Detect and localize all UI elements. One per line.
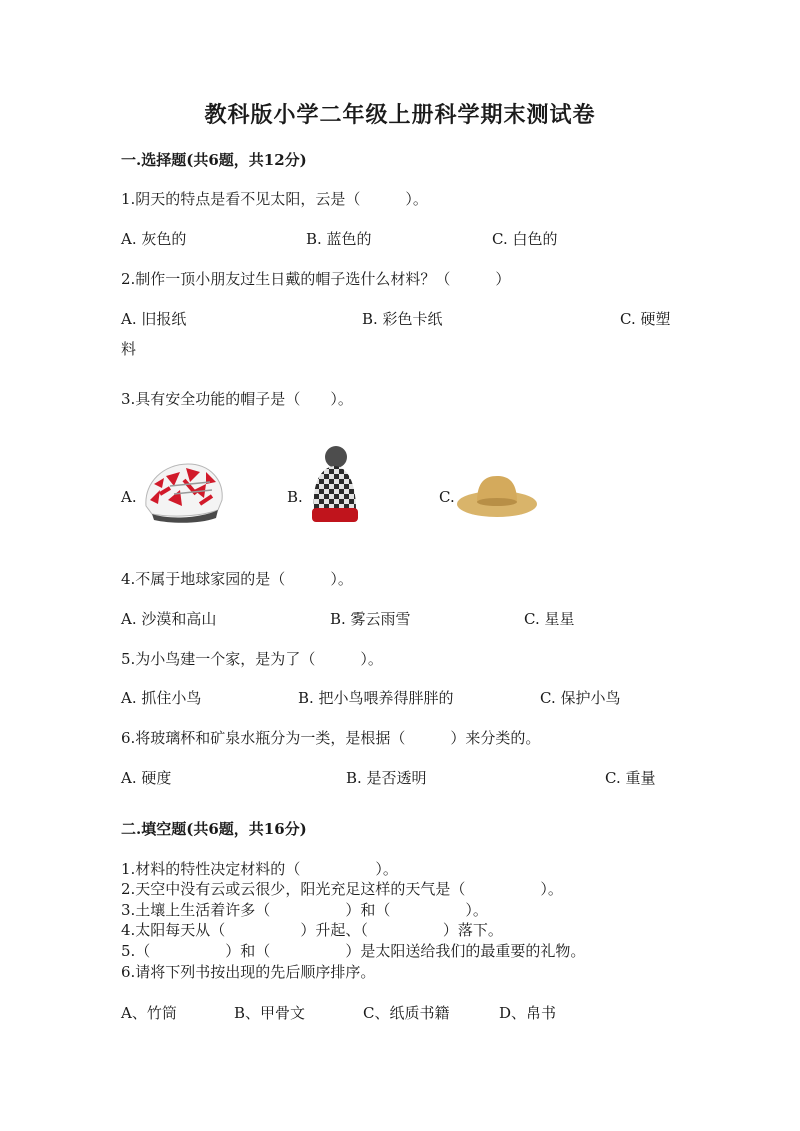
- bike-helmet-image: [140, 460, 228, 526]
- fill-line-5: 5.（ ）和（ ）是太阳送给我们的最重要的礼物。: [121, 942, 586, 960]
- q5-option-c: C. 保护小鸟: [540, 689, 621, 707]
- q2-option-b: B. 彩色卡纸: [362, 310, 443, 328]
- fill-line-1: 1.材料的特性决定材料的（ ）。: [121, 860, 398, 878]
- fill-line-3: 3.土壤上生活着许多（ ）和（ ）。: [121, 901, 488, 919]
- book-option-b: B、甲骨文: [234, 1004, 306, 1022]
- question-3: 3.具有安全功能的帽子是（ ）。: [121, 390, 353, 408]
- fill-line-4: 4.太阳每天从（ ）升起、（ ）落下。: [121, 921, 503, 939]
- q2-option-c-wrap: 料: [121, 340, 137, 358]
- question-1: 1.阴天的特点是看不见太阳，云是（ ）。: [121, 190, 428, 208]
- section-2-heading: 二.填空题(共6题，共16分): [121, 820, 307, 838]
- q4-option-a: A. 沙漠和高山: [121, 610, 217, 628]
- q3-option-a: A.: [121, 488, 137, 506]
- question-2: 2.制作一顶小朋友过生日戴的帽子选什么材料？（ ）: [121, 270, 511, 288]
- fill-line-6: 6.请将下列书按出现的先后顺序排序。: [121, 963, 376, 981]
- q5-option-b: B. 把小鸟喂养得胖胖的: [298, 689, 454, 707]
- q5-option-a: A. 抓住小鸟: [121, 689, 202, 707]
- straw-hat-image: [455, 472, 539, 520]
- question-5: 5.为小鸟建一个家，是为了（ ）。: [121, 650, 383, 668]
- q3-option-c: C.: [439, 488, 455, 506]
- q1-option-b: B. 蓝色的: [306, 230, 372, 248]
- book-option-c: C、纸质书籍: [363, 1004, 450, 1022]
- q4-option-c: C. 星星: [524, 610, 575, 628]
- fill-line-2: 2.天空中没有云或云很少，阳光充足这样的天气是（ ）。: [121, 880, 563, 898]
- page-title: 教科版小学二年级上册科学期末测试卷: [204, 102, 596, 128]
- section-1-heading: 一.选择题(共6题，共12分): [121, 151, 307, 169]
- q2-option-c: C. 硬塑: [620, 310, 671, 328]
- book-option-a: A、竹筒: [121, 1004, 177, 1022]
- q2-option-a: A. 旧报纸: [121, 310, 187, 328]
- q3-option-b: B.: [287, 488, 303, 506]
- question-6: 6.将玻璃杯和矿泉水瓶分为一类，是根据（ ）来分类的。: [121, 729, 541, 747]
- beanie-hat-image: [304, 444, 364, 528]
- q1-option-c: C. 白色的: [492, 230, 558, 248]
- q1-option-a: A. 灰色的: [121, 230, 187, 248]
- q6-option-a: A. 硬度: [121, 769, 172, 787]
- q6-option-c: C. 重量: [605, 769, 656, 787]
- q4-option-b: B. 雾云雨雪: [330, 610, 411, 628]
- question-4: 4.不属于地球家园的是（ ）。: [121, 570, 353, 588]
- q6-option-b: B. 是否透明: [346, 769, 427, 787]
- book-option-d: D、帛书: [499, 1004, 557, 1022]
